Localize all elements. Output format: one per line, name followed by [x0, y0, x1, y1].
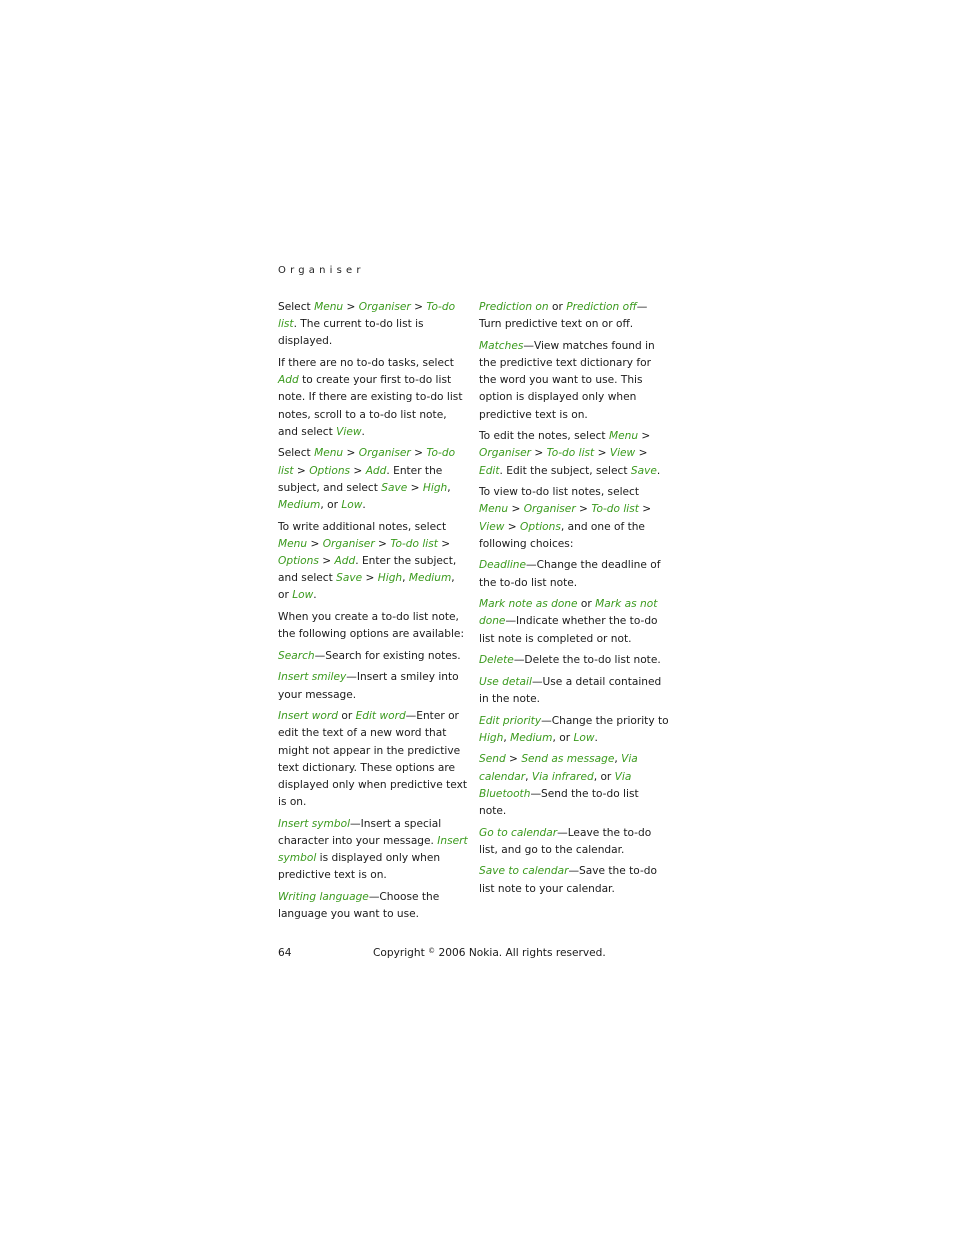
- menu-term: Delete: [479, 654, 514, 667]
- menu-term: Send as message: [521, 753, 615, 766]
- paragraph: [479, 652, 669, 669]
- page-number: 64: [278, 947, 292, 959]
- text-run: —Turn predictive text on or off.: [479, 301, 648, 331]
- text-run: >: [635, 447, 648, 460]
- text-run: >: [343, 447, 359, 460]
- text-run: >: [508, 503, 524, 516]
- text-run: , or: [278, 572, 455, 602]
- text-run: >: [638, 430, 651, 443]
- menu-term: Matches: [479, 339, 524, 352]
- menu-term: Save: [336, 572, 363, 585]
- menu-term: Use detail: [479, 675, 532, 688]
- menu-term: Deadline: [479, 559, 527, 572]
- text-run: —Enter or edit the text of a new word that might not appear in the predictive text dictionary. These options are displayed only when predictive text is on.: [278, 710, 467, 809]
- text-run: >: [318, 555, 335, 568]
- text-run: or: [577, 598, 596, 611]
- menu-term: Via Bluetooth: [479, 770, 632, 800]
- menu-term: Options: [520, 520, 561, 533]
- menu-term: Organiser: [358, 301, 411, 313]
- text-run: ,: [447, 481, 451, 494]
- text-run: , or: [552, 731, 574, 744]
- text-run: >: [530, 447, 547, 460]
- text-run: . Enter the subject, and select: [278, 555, 457, 585]
- text-run: >: [594, 447, 610, 460]
- text-run: >: [638, 503, 652, 516]
- paragraph: [479, 428, 669, 480]
- menu-term: Add: [334, 555, 356, 568]
- menu-term: Menu: [314, 301, 344, 313]
- text-run: Select: [278, 301, 315, 313]
- menu-term: Search: [278, 649, 315, 662]
- menu-term: Organiser: [358, 447, 411, 460]
- text-run: . The current to-do list is displayed.: [278, 318, 424, 348]
- menu-term: Menu: [314, 447, 344, 460]
- menu-term: Low: [292, 589, 314, 602]
- menu-term: Mark as not done: [479, 598, 658, 628]
- menu-term: To-do list: [278, 301, 456, 331]
- paragraph: [278, 648, 468, 665]
- menu-term: View: [336, 425, 362, 438]
- paragraph: [278, 669, 468, 703]
- text-run: . Edit the subject, select: [499, 464, 631, 477]
- text-run: >: [374, 537, 391, 550]
- copyright-notice: [373, 947, 606, 959]
- paragraph: [278, 816, 468, 885]
- text-run: >: [504, 520, 520, 533]
- menu-term: Via infrared: [531, 770, 594, 783]
- menu-term: Medium: [510, 731, 553, 744]
- text-run: —View matches found in the predictive text dictionary for the word you want to use. This option is displayed only when predictive text is on.: [479, 339, 655, 421]
- text-run: —Choose the language you want to use.: [278, 891, 440, 921]
- text-run: >: [575, 503, 592, 516]
- menu-term: Send: [479, 753, 506, 766]
- text-run: —Change the priority to: [541, 714, 669, 727]
- text-run: —Change the deadline of the to-do list note.: [479, 559, 661, 589]
- text-run: >: [410, 301, 427, 313]
- menu-term: Organiser: [479, 447, 531, 460]
- text-run: , and one of the following choices:: [479, 520, 645, 550]
- text-run: to create your first to-do list note. If there are existing to-do list notes, scroll to a to-do list note, and select: [278, 374, 463, 438]
- text-run: —Insert a special character into your message.: [278, 817, 442, 848]
- text-run: >: [307, 537, 323, 550]
- menu-term: Insert word: [278, 710, 338, 723]
- menu-term: High: [377, 572, 403, 585]
- menu-term: Options: [278, 555, 319, 568]
- paragraph: [479, 674, 669, 708]
- menu-term: Via calendar: [479, 753, 638, 783]
- paragraph: [479, 713, 669, 747]
- text-run: ,: [614, 753, 622, 766]
- menu-term: View: [479, 520, 505, 533]
- menu-term: High: [422, 481, 448, 494]
- menu-term: Insert symbol: [278, 835, 468, 865]
- text-run: —Search for existing notes.: [314, 649, 461, 662]
- text-run: .: [656, 464, 661, 477]
- menu-term: Mark note as done: [479, 598, 578, 611]
- menu-term: Prediction off: [566, 301, 637, 313]
- menu-term: Medium: [408, 572, 452, 585]
- menu-term: To-do list: [546, 447, 595, 460]
- menu-term: Menu: [608, 430, 639, 443]
- text-run: >: [362, 572, 378, 585]
- text-run: ,: [503, 731, 511, 744]
- menu-term: Prediction on: [479, 301, 549, 313]
- text-run: To view to-do list notes, select: [479, 486, 640, 499]
- menu-term: Edit priority: [479, 714, 542, 727]
- text-run: .: [361, 425, 365, 438]
- menu-term: Organiser: [322, 537, 375, 550]
- paragraph: [479, 484, 669, 553]
- text-run: If there are no to-do tasks, select: [278, 357, 454, 369]
- text-run: ,: [525, 770, 532, 783]
- section-header: Organiser: [278, 265, 365, 276]
- text-run: .: [362, 499, 366, 512]
- text-run: —Insert a smiley into your message.: [278, 671, 459, 701]
- text-run: .: [313, 589, 317, 602]
- menu-term: Menu: [479, 503, 509, 516]
- text-run: —Use a detail contained in the note.: [479, 675, 662, 705]
- text-run: >: [410, 447, 427, 460]
- text-run: When you create a to-do list note, the following options are available:: [278, 611, 465, 641]
- text-run: ,: [402, 572, 409, 585]
- right-column: [479, 299, 669, 902]
- menu-term: View: [609, 447, 636, 460]
- menu-term: Insert smiley: [278, 671, 347, 684]
- menu-term: To-do list: [591, 503, 639, 516]
- text-run: .: [594, 731, 598, 744]
- copyright-symbol: ©: [428, 947, 436, 955]
- menu-term: Save: [630, 464, 657, 477]
- paragraph: [479, 825, 669, 859]
- text-run: —Send the to-do list note.: [479, 787, 639, 817]
- text-run: . Enter the subject, and select: [278, 464, 443, 494]
- text-run: —Leave the to-do list, and go to the calendar.: [479, 826, 652, 856]
- menu-term: To-do list: [278, 447, 456, 477]
- menu-term: Add: [278, 374, 299, 387]
- paragraph: [278, 609, 468, 643]
- text-run: —Delete the to-do list note.: [513, 654, 661, 667]
- paragraph: [278, 519, 468, 605]
- left-column: [278, 299, 468, 928]
- paragraph: [479, 596, 669, 648]
- paragraph: [278, 445, 468, 514]
- copyright-suffix: 2006 Nokia. All rights reserved.: [435, 947, 606, 959]
- menu-term: Edit word: [355, 710, 406, 723]
- menu-term: Organiser: [523, 503, 576, 516]
- paragraph: [479, 863, 669, 897]
- menu-term: Insert symbol: [278, 817, 351, 830]
- paragraph: [278, 355, 468, 441]
- menu-term: Edit: [479, 464, 500, 477]
- paragraph: [479, 299, 669, 333]
- text-run: >: [350, 464, 366, 477]
- menu-term: Add: [365, 464, 387, 477]
- text-run: —Save the to-do list note to your calendar.: [479, 865, 658, 895]
- menu-term: Menu: [278, 537, 308, 550]
- menu-term: Save: [381, 481, 408, 494]
- text-run: >: [505, 753, 522, 766]
- menu-term: High: [479, 731, 504, 744]
- paragraph: [479, 751, 669, 820]
- menu-term: Medium: [278, 499, 321, 512]
- menu-term: Go to calendar: [479, 826, 558, 839]
- text-run: >: [343, 301, 359, 313]
- copyright-prefix: Copyright: [373, 947, 429, 959]
- text-run: or: [548, 301, 567, 313]
- paragraph: [479, 557, 669, 591]
- paragraph: [278, 708, 468, 811]
- text-run: or: [337, 710, 356, 723]
- menu-term: Low: [573, 731, 595, 744]
- text-run: >: [437, 537, 451, 550]
- text-run: , or: [320, 499, 342, 512]
- text-run: To edit the notes, select: [479, 430, 609, 443]
- menu-term: Writing language: [278, 891, 369, 904]
- text-run: is displayed only when predictive text is on.: [278, 852, 441, 882]
- text-run: >: [407, 481, 423, 494]
- text-run: >: [293, 464, 310, 477]
- text-run: , or: [593, 770, 615, 783]
- text-run: —Indicate whether the to-do list note is completed or not.: [479, 615, 658, 645]
- paragraph: [479, 338, 669, 424]
- paragraph: [278, 889, 468, 923]
- menu-term: Save to calendar: [479, 865, 569, 878]
- paragraph: [278, 299, 468, 351]
- menu-term: Low: [341, 499, 363, 512]
- menu-term: To-do list: [390, 537, 438, 550]
- text-run: To write additional notes, select: [278, 520, 447, 533]
- menu-term: Options: [309, 464, 351, 477]
- text-run: Select: [278, 447, 315, 460]
